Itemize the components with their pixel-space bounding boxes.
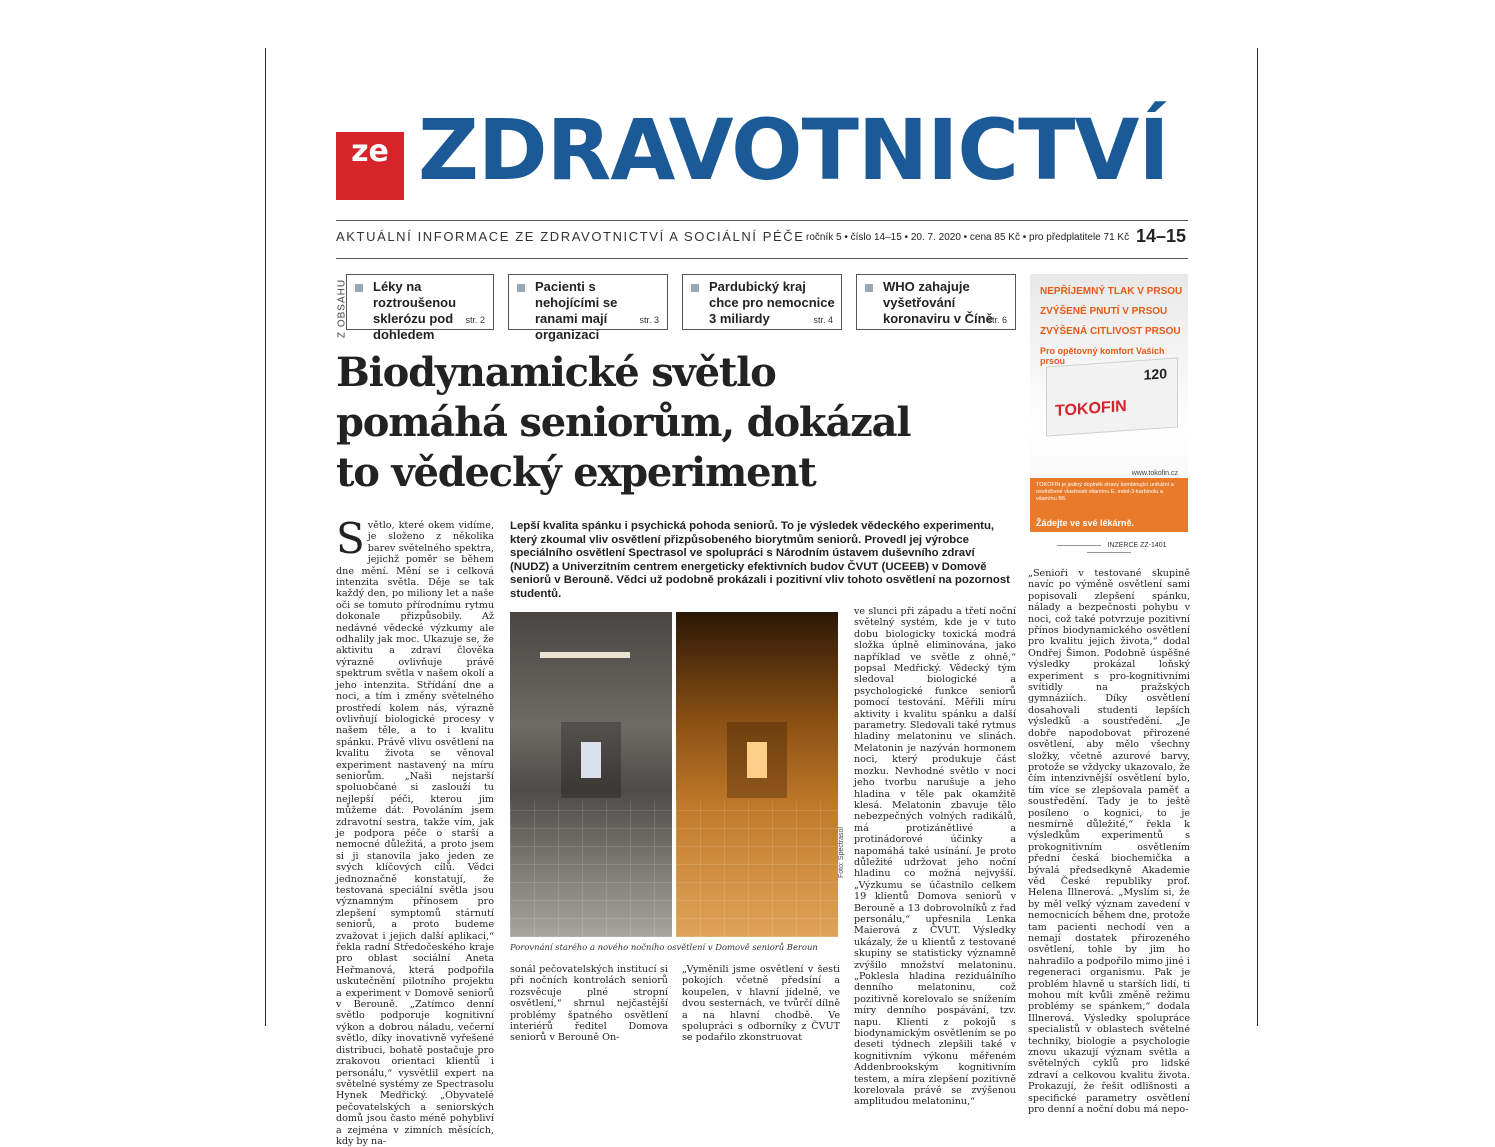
corridor-end: [747, 742, 767, 778]
ad-caption: INZERCE ZZ-1401: [1030, 542, 1188, 556]
article-column-3: [854, 606, 1016, 1108]
logo-text: ze: [351, 134, 389, 169]
teaser-2[interactable]: [508, 274, 668, 342]
tiled-floor: [676, 801, 838, 938]
ad-line-4: Pro opětovný komfort Vašich prsou: [1040, 346, 1165, 366]
drop-cap: S: [336, 514, 365, 563]
article-headline: Biodynamické světlo pomáhá seniorům, dokázal to vědecký experiment: [336, 349, 911, 496]
photo-caption: Porovnání starého a nového nočního osvětlení v Domově seniorů Beroun: [510, 942, 818, 952]
teaser-title: Pardubický kraj chce pro nemocnice 3 miliardy: [709, 279, 835, 326]
bullet-square-icon: [517, 284, 525, 292]
column-2b-text: „Vyměnili jsme osvětlení v šesti pokojích včetně předsíní a koupelen, v hlavní jídelně, ve dvou sesternách, ve tvůrčí dílně a na hlavní chodbě. Ve spolupráci s odborníky z ČVUT se podařilo zkonstruovat: [682, 964, 840, 1044]
header-subtitle: AKTUÁLNÍ INFORMACE ZE ZDRAVOTNICTVÍ A SOCIÁLNÍ PÉČE: [336, 229, 805, 244]
article-column-4: [1028, 568, 1190, 1116]
tiled-floor: [510, 801, 672, 938]
issue-info: ročník 5 • číslo 14–15 • 20. 7. 2020 • cena 85 Kč • pro předplatitele 71 Kč: [806, 232, 1130, 243]
teaser-3[interactable]: [682, 274, 842, 330]
column-3-text: ve slunci při západu a třetí noční světelný systém, kde je v tuto dobu biologicky toxická modrá složka úplně eliminována, jako například ve světle z ohně,“ popsal Medřický. Vědecký tým sledoval biologické a psychologické funkce seniorů pomocí testování. Měřili míru aktivity i kvalitu spánku a další parametry. Sledovali také rytmus hladiny melatoninu ve slinách. Melatonin je nazýván hormonem noci, který produkuje část mozku. Nevhodné světlo v noci jeho tvorbu narušuje a jeho hladina v těle pak okamžitě klesá. Melatonin zbavuje tělo nebezpečných volných radikálů, má protizánětlivé a protinádorové účinky a napomáhá také usínání. Je proto důležité udržovat jeho noční hladinu co možná nejvyšší. „Výzkumu se účastnilo celkem 19 klientů Domova seniorů v Berouně a 13 dobrovolníků z řad personálu,“ upřesnila Lenka Maierová z ČVUT. Výsledky ukázaly, že u klientů z testované skupiny se statisticky významně zvýšilo množství melatoninu. „Poklesla hladina reziduálního denního melatoninu, což pozitivně korelovalo se snížením míry denního pospávání, tzv. napu. Klienti z pokojů s biodynamickým osvětlením se po deseti týdnech zlepšili také v kognitivním výkonu měřeném Addenbrookským kognitivním testem, a míra zlepšení pozitivně korelovala právě se zvýšenou amplitudou melatoninu,“: [854, 606, 1016, 1108]
page-right-border: [1257, 48, 1258, 1026]
photo-old-lighting: [510, 612, 672, 937]
header-rule-bottom: [336, 258, 1188, 259]
ad-cta: Žádejte ve své lékárně.: [1036, 518, 1135, 528]
corridor-end: [581, 742, 601, 778]
bullet-square-icon: [865, 284, 873, 292]
pack-count: 120: [1143, 365, 1167, 383]
article-column-2: [510, 964, 668, 1044]
product-pack-image: [1046, 357, 1178, 436]
photo-new-lighting: [676, 612, 838, 937]
page-left-border: [265, 48, 266, 1026]
ad-footer: [1030, 478, 1188, 532]
bullet-square-icon: [355, 284, 363, 292]
column-1-text: větlo, které okem vidíme, je složeno z několika barev světelného spektra, jejichž poměr se během dne mění. Mění se i celková intenzita světla. Děje se tak každý den, po miliony let a naše oči se tomuto přírodnímu rytmu dokonale přizpůsobily. Až nedávné vědecké výzkumy ale odhalily jak moc. Ukazuje se, že aktivitu a zdraví člověka výrazně ovlivňuje právě spektrum světla v našem okolí a jeho intenzita. Střídání dne a noci, a tím i změny světelného prostředí kolem nás, výrazně ovlivňují biologické procesy v našem těle, a to i kvalitu spánku. Právě vlivu osvětlení na kvalitu života se věnoval experiment nastavený na míru seniorům. „Naši nejstarší spoluobčané si zaslouží tu nejlepší péči, kterou jim můžeme dát. Povoláním jsem zdravotní sestra, takže vím, jak je podpora péče o starší a nemocné důležitá, a proto jsem si ji stanovila jako jeden ze svých klíčových cílů. Vědci jednoznačně konstatují, že testovaná speciální světla jsou významným přínosem pro zlepšení symptomů stárnutí seniorů, a proto budeme zvažovat i jejich další aplikaci,“ řekla radní Středočeského kraje pro oblast sociální Aneta Heřmanová, která podpořila uskutečnění pilotního projektu a experiment v Domově seniorů v Berouně. „Zatímco denní světlo podporuje kognitivní výkon a dobrou náladu, večerní světlo, díky inovativně vyřešené distribuci, bohatě postačuje pro zrakovou orientaci klientů i personálu,“ vysvětlil expert na světelné systémy ze Spectrasolu Hynek Medřický. „Obyvatelé pečovatelských a seniorských domů jsou často méně pohybliví a zejména v zimních měsících, kdy by na-: [336, 520, 494, 1147]
contents-label: Z OBSAHU: [336, 278, 348, 339]
teaser-4[interactable]: [856, 274, 1016, 330]
header-rule-top: [336, 220, 1188, 221]
ad-url: www.tokofin.cz: [1131, 470, 1178, 477]
brand-name: TOKOFIN: [1055, 397, 1127, 420]
column-4-text: „Senioři v testované skupině navíc po výměně osvětlení sami popisovali zlepšení spánku, nálady a bezpečnosti pohybu v noci, což také potvrzuje pozitivní přínos biodynamického osvětlení pro kvalitu jejich života,“ dodal Ondřej Šimon. Podobně úspěšné výsledky prokázal loňský experiment s pro-kognitivními svítidly na pražských gymnáziích. Díky osvětlení dosahovali studenti lepších výsledků a soustředění. „Je dobře napodobovat přirozené osvětlení, aby mělo všechny složky, včetně azurové barvy, protože se vždycky ukazovalo, že čím intenzivnější osvětlení bylo, tím více se zlepšovala paměť a soustředění. Tady je to ještě posíleno o kognici, to je nesmírně důležité,“ řekla k výsledkům experimentů s prokognitivním osvětlením přední česká biochemička a bývalá předsedkyně Akademie věd České republiky prof. Helena Illnerová. „Myslím si, že by měl velký význam zavedení v nemocnicích během dne, protože tam pacienti nechodí ven a nemají dostatek přirozeného osvětlení, tohle by jim ho nahradilo a podpořilo mimo jiné i regeneraci organismu. Pak je problém hlavně u starších lidí, ti mohou mít kvůli změně režimu problémy se spánkem,“ dodala Illnerová. Výsledky spolupráce specialistů v oblastech světelné techniky, biologie a psychologie znovu ukazují význam světla a světelných cyklů pro lidské zdraví a celkovou kvalitu života. Prokazují, že řešit odlišnosti a specifické parametry osvětlení pro denní a noční dobu má nepo-: [1028, 568, 1190, 1116]
ceiling-light: [540, 652, 630, 658]
teaser-page: str. 6: [987, 315, 1007, 325]
logo: [336, 132, 404, 200]
advertisement[interactable]: [1030, 274, 1188, 532]
teaser-page: str. 2: [465, 315, 485, 325]
teaser-title: Léky na roztroušenou sklerózu pod dohledem: [373, 279, 457, 342]
column-2-text: sonál pečovatelských institucí si při nočních kontrolách seniorů rozsvěcuje plné stropní osvětlení,“ shrnul nejčastější problémy špatného osvětlení interiérů ředitel Domova seniorů v Berouně On-: [510, 964, 668, 1044]
issue-number: 14–15: [1136, 226, 1187, 246]
ad-line-3: ZVÝŠENÁ CITLIVOST PRSOU: [1040, 326, 1181, 337]
ad-line-1: NEPŘÍJEMNÝ TLAK V PRSOU: [1040, 286, 1183, 297]
photo-credit: Foto: Spectrasol: [838, 827, 845, 878]
bullet-square-icon: [691, 284, 699, 292]
teaser-title: Pacienti s nehojícími se ranami mají organizaci: [535, 279, 618, 342]
masthead-title: ZDRAVOTNICTVÍ: [418, 101, 1169, 199]
article-lead: Lepší kvalita spánku i psychická pohoda seniorů. To je výsledek vědeckého experimentu, který zkoumal vliv osvětlení přizpůsobeného biorytmům seniorů. Provedl jej výrobce speciálního osvětlení Spectrasol ve spolupráci s Národním ústavem duševního zdraví (NUDZ) a Univerzitním centrem energeticky efektivních budov ČVUT (UCEEB) v Domově seniorů v Berouně. Vědci už podobně prokázali i pozitivní vliv tohoto osvětlení na pozornost studentů.: [510, 520, 1010, 600]
teaser-title: WHO zahajuje vyšetřování koronaviru v Číně: [883, 279, 993, 326]
ad-small-text: TOKOFIN je jediný doplněk stravy kombinující unikátní a osvědčené vlastnosti vitamínu E, indol-3-karbinolu a vitamínu B6.: [1036, 482, 1174, 502]
teaser-page: str. 3: [639, 315, 659, 325]
ad-line-2: ZVÝŠENÉ PNUTÍ V PRSOU: [1040, 306, 1168, 317]
article-column-2b: [682, 964, 840, 1044]
teaser-page: str. 4: [813, 315, 833, 325]
article-column-1: [336, 514, 494, 1147]
teaser-1[interactable]: [346, 274, 494, 342]
